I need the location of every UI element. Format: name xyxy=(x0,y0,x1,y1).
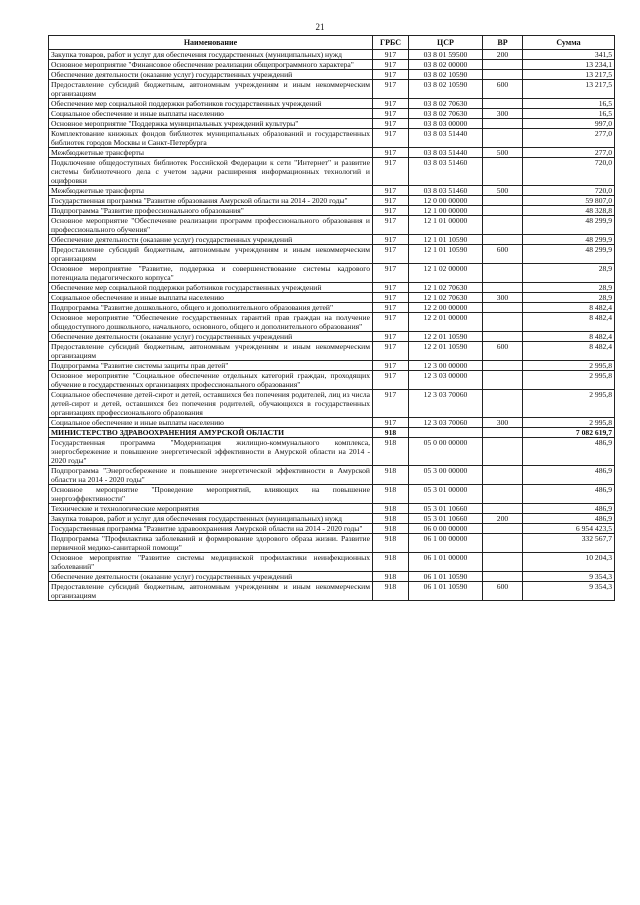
cell-grbs: 918 xyxy=(373,438,409,466)
cell-name: Государственная программа "Модернизация жилищно-коммунального комплекса, энергосбережение и повышение энергетической эффективности в Амурской области на 2014 - 2020 годы" xyxy=(49,438,373,466)
cell-grbs: 918 xyxy=(373,524,409,534)
cell-csr: 12 1 01 10590 xyxy=(409,235,483,245)
cell-grbs: 917 xyxy=(373,371,409,390)
cell-sum: 332 567,7 xyxy=(523,534,615,553)
cell-vr: 200 xyxy=(483,514,523,524)
cell-sum: 48 299,9 xyxy=(523,216,615,235)
header-sum: Сумма xyxy=(523,36,615,50)
cell-grbs: 917 xyxy=(373,158,409,186)
cell-grbs: 917 xyxy=(373,80,409,99)
header-grbs: ГРБС xyxy=(373,36,409,50)
cell-name: Предоставление субсидий бюджетным, автономным учреждениям и иным некоммерческим организациям xyxy=(49,80,373,99)
cell-sum: 28,9 xyxy=(523,293,615,303)
cell-sum: 16,5 xyxy=(523,99,615,109)
cell-grbs: 918 xyxy=(373,553,409,572)
table-row xyxy=(49,216,615,235)
cell-name: Подпрограмма "Развитие профессионального образования" xyxy=(49,206,373,216)
cell-name: Обеспечение деятельности (оказание услуг) государственных учреждений xyxy=(49,70,373,80)
table-row xyxy=(49,342,615,361)
cell-vr xyxy=(483,572,523,582)
cell-csr: 03 8 02 10590 xyxy=(409,70,483,80)
table-row xyxy=(49,303,615,313)
cell-grbs: 917 xyxy=(373,342,409,361)
table-row xyxy=(49,572,615,582)
table-row xyxy=(49,245,615,264)
cell-csr: 12 0 00 00000 xyxy=(409,196,483,206)
cell-grbs: 918 xyxy=(373,534,409,553)
cell-name: Социальное обеспечение и иные выплаты населению xyxy=(49,418,373,428)
cell-grbs: 917 xyxy=(373,245,409,264)
cell-name: Подпрограмма "Развитие дошкольного, общего и дополнительного образования детей" xyxy=(49,303,373,313)
cell-name: Технические и технологические мероприятия xyxy=(49,504,373,514)
cell-grbs: 917 xyxy=(373,50,409,60)
table-row xyxy=(49,70,615,80)
cell-grbs: 917 xyxy=(373,206,409,216)
cell-csr: 12 3 03 70060 xyxy=(409,390,483,418)
table-row xyxy=(49,80,615,99)
table-row xyxy=(49,371,615,390)
table-row xyxy=(49,418,615,428)
table-row xyxy=(49,313,615,332)
cell-csr: 05 0 00 00000 xyxy=(409,438,483,466)
table-row xyxy=(49,148,615,158)
cell-csr: 12 2 01 10590 xyxy=(409,342,483,361)
cell-sum: 8 482,4 xyxy=(523,332,615,342)
cell-vr xyxy=(483,264,523,283)
cell-csr: 03 8 02 10590 xyxy=(409,80,483,99)
cell-sum: 720,0 xyxy=(523,186,615,196)
cell-sum: 2 995,8 xyxy=(523,361,615,371)
cell-csr: 05 3 01 00000 xyxy=(409,485,483,504)
cell-sum: 486,9 xyxy=(523,438,615,466)
cell-grbs: 918 xyxy=(373,582,409,601)
cell-csr: 12 2 01 00000 xyxy=(409,313,483,332)
cell-sum: 997,0 xyxy=(523,119,615,129)
cell-sum: 7 082 619,7 xyxy=(523,428,615,438)
cell-sum: 2 995,8 xyxy=(523,371,615,390)
cell-csr: 03 8 03 51460 xyxy=(409,158,483,186)
cell-csr: 03 8 01 59500 xyxy=(409,50,483,60)
cell-grbs: 918 xyxy=(373,466,409,485)
cell-csr: 12 1 02 00000 xyxy=(409,264,483,283)
table-row xyxy=(49,582,615,601)
cell-grbs: 917 xyxy=(373,418,409,428)
cell-csr: 06 1 01 00000 xyxy=(409,553,483,572)
cell-name: Подпрограмма "Профилактика заболеваний и формирование здорового образа жизни. Развитие первичной медико-санитарной помощи" xyxy=(49,534,373,553)
cell-csr: 12 3 03 00000 xyxy=(409,371,483,390)
cell-name: Подпрограмма "Энергосбережение и повышение энергетической эффективности в Амурской области на 2014 - 2020 годы" xyxy=(49,466,373,485)
table-row xyxy=(49,332,615,342)
cell-name: Основное мероприятие "Развитие, поддержка и совершенствование системы кадрового потенциала педагогического корпуса" xyxy=(49,264,373,283)
table-row xyxy=(49,109,615,119)
cell-csr: 03 8 02 00000 xyxy=(409,60,483,70)
cell-sum: 486,9 xyxy=(523,504,615,514)
cell-vr xyxy=(483,485,523,504)
cell-sum: 8 482,4 xyxy=(523,313,615,332)
table-row xyxy=(49,99,615,109)
table-row xyxy=(49,485,615,504)
cell-grbs: 917 xyxy=(373,99,409,109)
cell-sum: 277,0 xyxy=(523,148,615,158)
cell-sum: 48 299,9 xyxy=(523,235,615,245)
cell-csr: 03 8 02 70630 xyxy=(409,109,483,119)
cell-vr xyxy=(483,428,523,438)
table-row xyxy=(49,264,615,283)
cell-vr xyxy=(483,553,523,572)
cell-csr: 12 3 03 70060 xyxy=(409,418,483,428)
table-row xyxy=(49,553,615,572)
cell-sum: 59 807,0 xyxy=(523,196,615,206)
cell-name: Комплектование книжных фондов библиотек муниципальных образований и государственных библиотек городов Москвы и Санкт-Петербурга xyxy=(49,129,373,148)
header-vr: ВР xyxy=(483,36,523,50)
cell-grbs: 918 xyxy=(373,514,409,524)
cell-name: МИНИСТЕРСТВО ЗДРАВООХРАНЕНИЯ АМУРСКОЙ ОБЛАСТИ xyxy=(49,428,373,438)
table-row xyxy=(49,361,615,371)
table-row xyxy=(49,158,615,186)
cell-sum: 341,5 xyxy=(523,50,615,60)
cell-vr: 500 xyxy=(483,148,523,158)
cell-sum: 9 354,3 xyxy=(523,572,615,582)
cell-csr: 03 8 03 51440 xyxy=(409,148,483,158)
cell-csr: 12 1 00 00000 xyxy=(409,206,483,216)
cell-grbs: 917 xyxy=(373,60,409,70)
cell-sum: 486,9 xyxy=(523,466,615,485)
cell-name: Обеспечение мер социальной поддержки работников государственных учреждений xyxy=(49,283,373,293)
cell-name: Социальное обеспечение детей-сирот и детей, оставшихся без попечения родителей, лиц из числа детей-сирот и детей, оставшихся без попечения родителей, обучающихся в государственных организациях профессионального образования xyxy=(49,390,373,418)
cell-vr xyxy=(483,60,523,70)
cell-name: Обеспечение деятельности (оказание услуг) государственных учреждений xyxy=(49,332,373,342)
cell-name: Обеспечение мер социальной поддержки работников государственных учреждений xyxy=(49,99,373,109)
cell-sum: 720,0 xyxy=(523,158,615,186)
cell-vr xyxy=(483,129,523,148)
cell-sum: 486,9 xyxy=(523,485,615,504)
cell-name: Государственная программа "Развитие образования Амурской области на 2014 - 2020 годы" xyxy=(49,196,373,206)
cell-vr xyxy=(483,504,523,514)
table-row xyxy=(49,293,615,303)
cell-csr: 05 3 00 00000 xyxy=(409,466,483,485)
table-row xyxy=(49,390,615,418)
cell-vr xyxy=(483,206,523,216)
cell-name: Основное мероприятие "Обеспечение реализации программ профессионального образования и профессионального обучения" xyxy=(49,216,373,235)
cell-csr: 12 2 01 10590 xyxy=(409,332,483,342)
cell-vr xyxy=(483,196,523,206)
cell-grbs: 917 xyxy=(373,313,409,332)
cell-vr: 300 xyxy=(483,418,523,428)
cell-grbs: 918 xyxy=(373,572,409,582)
cell-grbs: 917 xyxy=(373,129,409,148)
cell-name: Предоставление субсидий бюджетным, автономным учреждениям и иным некоммерческим организациям xyxy=(49,582,373,601)
cell-sum: 2 995,8 xyxy=(523,418,615,428)
cell-csr: 05 3 01 10660 xyxy=(409,514,483,524)
cell-vr xyxy=(483,119,523,129)
cell-sum: 28,9 xyxy=(523,283,615,293)
cell-vr: 600 xyxy=(483,245,523,264)
table-header-row xyxy=(49,36,615,50)
cell-name: Основное мероприятие "Обеспечение государственных гарантий прав граждан на получение общедоступного дошкольного, начального, основного, общего и дополнительного образования" xyxy=(49,313,373,332)
cell-sum: 13 234,1 xyxy=(523,60,615,70)
cell-name: Межбюджетные трансферты xyxy=(49,186,373,196)
cell-name: Основное мероприятие "Развитие системы медицинской профилактики неинфекционных заболеваний" xyxy=(49,553,373,572)
cell-csr: 03 8 03 00000 xyxy=(409,119,483,129)
cell-sum: 10 204,3 xyxy=(523,553,615,572)
cell-csr: 03 8 02 70630 xyxy=(409,99,483,109)
table-row xyxy=(49,186,615,196)
cell-csr xyxy=(409,428,483,438)
cell-vr: 500 xyxy=(483,186,523,196)
cell-sum: 486,9 xyxy=(523,514,615,524)
cell-grbs: 917 xyxy=(373,216,409,235)
cell-vr: 300 xyxy=(483,293,523,303)
cell-name: Подключение общедоступных библиотек Российской Федерации к сети "Интернет" и развитие системы библиотечного дела с учетом задачи расширения информационных технологий и оцифровки xyxy=(49,158,373,186)
cell-name: Основное мероприятие "Социальное обеспечение отдельных категорий граждан, проходящих обучение в государственных организациях профессионального образования" xyxy=(49,371,373,390)
cell-vr xyxy=(483,99,523,109)
cell-name: Социальное обеспечение и иные выплаты населению xyxy=(49,109,373,119)
budget-table xyxy=(48,35,615,601)
cell-vr xyxy=(483,313,523,332)
cell-name: Закупка товаров, работ и услуг для обеспечения государственных (муниципальных) нужд xyxy=(49,514,373,524)
cell-vr: 300 xyxy=(483,109,523,119)
cell-vr xyxy=(483,235,523,245)
cell-grbs: 917 xyxy=(373,148,409,158)
cell-vr xyxy=(483,524,523,534)
cell-sum: 48 328,8 xyxy=(523,206,615,216)
cell-sum: 8 482,4 xyxy=(523,342,615,361)
cell-grbs: 917 xyxy=(373,293,409,303)
cell-csr: 12 1 01 10590 xyxy=(409,245,483,264)
cell-vr xyxy=(483,70,523,80)
table-row xyxy=(49,524,615,534)
cell-csr: 03 8 03 51460 xyxy=(409,186,483,196)
cell-csr: 05 3 01 10660 xyxy=(409,504,483,514)
cell-grbs: 917 xyxy=(373,332,409,342)
header-csr: ЦСР xyxy=(409,36,483,50)
cell-name: Обеспечение деятельности (оказание услуг) государственных учреждений xyxy=(49,235,373,245)
table-row xyxy=(49,283,615,293)
cell-csr: 12 1 02 70630 xyxy=(409,293,483,303)
cell-vr xyxy=(483,534,523,553)
cell-grbs: 917 xyxy=(373,283,409,293)
cell-vr xyxy=(483,390,523,418)
cell-vr xyxy=(483,158,523,186)
table-row xyxy=(49,504,615,514)
table-row xyxy=(49,235,615,245)
cell-name: Закупка товаров, работ и услуг для обеспечения государственных (муниципальных) нужд xyxy=(49,50,373,60)
cell-grbs: 917 xyxy=(373,70,409,80)
table-row xyxy=(49,119,615,129)
cell-vr xyxy=(483,283,523,293)
cell-vr: 600 xyxy=(483,80,523,99)
cell-grbs: 917 xyxy=(373,186,409,196)
cell-vr: 600 xyxy=(483,582,523,601)
cell-vr: 600 xyxy=(483,342,523,361)
cell-name: Государственная программа "Развитие здравоохранения Амурской области на 2014 - 2020 годы" xyxy=(49,524,373,534)
table-row xyxy=(49,50,615,60)
cell-name: Обеспечение деятельности (оказание услуг) государственных учреждений xyxy=(49,572,373,582)
cell-grbs: 917 xyxy=(373,235,409,245)
cell-sum: 2 995,8 xyxy=(523,390,615,418)
cell-vr xyxy=(483,361,523,371)
cell-name: Социальное обеспечение и иные выплаты населению xyxy=(49,293,373,303)
cell-grbs: 918 xyxy=(373,428,409,438)
cell-name: Межбюджетные трансферты xyxy=(49,148,373,158)
cell-grbs: 917 xyxy=(373,109,409,119)
cell-name: Подпрограмма "Развитие системы защиты прав детей" xyxy=(49,361,373,371)
table-row xyxy=(49,438,615,466)
cell-name: Основное мероприятие "Поддержка муниципальных учреждений культуры" xyxy=(49,119,373,129)
cell-csr: 06 1 00 00000 xyxy=(409,534,483,553)
table-row xyxy=(49,60,615,70)
cell-vr: 200 xyxy=(483,50,523,60)
cell-grbs: 917 xyxy=(373,390,409,418)
cell-sum: 13 217,5 xyxy=(523,80,615,99)
cell-sum: 277,0 xyxy=(523,129,615,148)
cell-grbs: 918 xyxy=(373,504,409,514)
table-row xyxy=(49,466,615,485)
cell-vr xyxy=(483,303,523,313)
cell-vr xyxy=(483,332,523,342)
cell-vr xyxy=(483,371,523,390)
table-row xyxy=(49,206,615,216)
cell-sum: 9 354,3 xyxy=(523,582,615,601)
cell-sum: 28,9 xyxy=(523,264,615,283)
cell-csr: 06 1 01 10590 xyxy=(409,572,483,582)
cell-name: Предоставление субсидий бюджетным, автономным учреждениям и иным некоммерческим организациям xyxy=(49,245,373,264)
cell-name: Основное мероприятие "Проведение мероприятий, влияющих на повышение энергоэффективности" xyxy=(49,485,373,504)
table-row xyxy=(49,514,615,524)
cell-vr xyxy=(483,466,523,485)
cell-grbs: 917 xyxy=(373,303,409,313)
cell-vr xyxy=(483,216,523,235)
cell-csr: 12 2 00 00000 xyxy=(409,303,483,313)
cell-grbs: 917 xyxy=(373,119,409,129)
cell-name: Основное мероприятие "Финансовое обеспечение реализации общепрограммного характера" xyxy=(49,60,373,70)
cell-sum: 6 954 423,5 xyxy=(523,524,615,534)
cell-sum: 16,5 xyxy=(523,109,615,119)
cell-csr: 06 0 00 00000 xyxy=(409,524,483,534)
cell-grbs: 917 xyxy=(373,196,409,206)
cell-sum: 48 299,9 xyxy=(523,245,615,264)
cell-csr: 12 1 02 70630 xyxy=(409,283,483,293)
table-row xyxy=(49,196,615,206)
cell-csr: 06 1 01 10590 xyxy=(409,582,483,601)
header-name: Наименование xyxy=(49,36,373,50)
cell-vr xyxy=(483,438,523,466)
cell-name: Предоставление субсидий бюджетным, автономным учреждениям и иным некоммерческим организациям xyxy=(49,342,373,361)
table-row xyxy=(49,129,615,148)
cell-csr: 12 1 01 00000 xyxy=(409,216,483,235)
table-row xyxy=(49,428,615,438)
cell-csr: 03 8 03 51440 xyxy=(409,129,483,148)
table-row xyxy=(49,534,615,553)
cell-csr: 12 3 00 00000 xyxy=(409,361,483,371)
cell-grbs: 918 xyxy=(373,485,409,504)
cell-grbs: 917 xyxy=(373,264,409,283)
cell-grbs: 917 xyxy=(373,361,409,371)
cell-sum: 13 217,5 xyxy=(523,70,615,80)
cell-sum: 8 482,4 xyxy=(523,303,615,313)
page-number: 21 xyxy=(315,22,325,32)
